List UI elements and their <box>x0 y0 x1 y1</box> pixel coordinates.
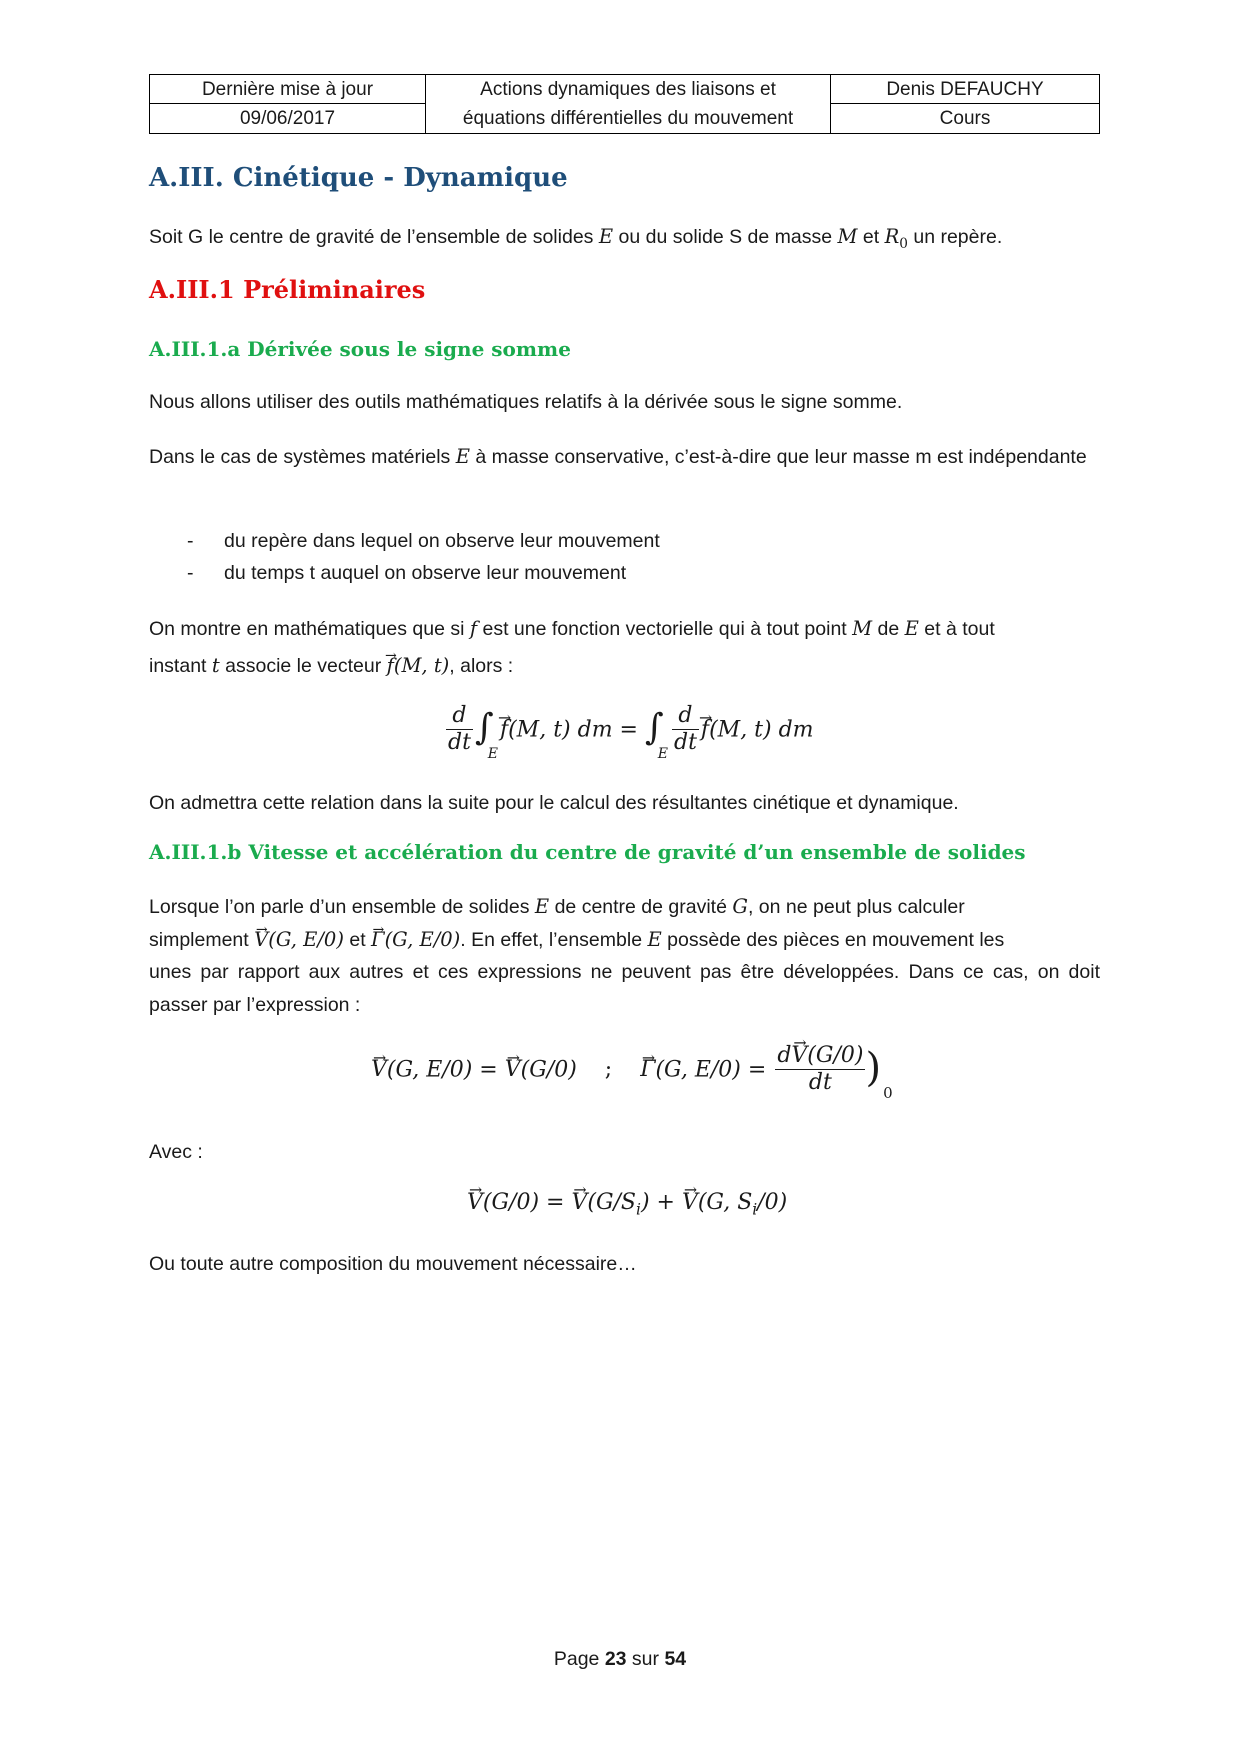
header-doc-title-line1: Actions dynamiques des liaisons et <box>480 78 776 100</box>
bullet-dash: - <box>187 562 194 584</box>
part-b-paragraph-line1: Lorsque l’on parle d’un ensemble de solides E de centre de gravité G, on ne peut plus calculer <box>149 895 965 918</box>
section-heading: A.III. Cinétique - Dynamique <box>149 163 568 193</box>
header-last-update-label: Dernière mise à jour <box>201 78 374 100</box>
part-b-paragraph-line4: passer par l’expression : <box>149 994 361 1016</box>
part-b-closing-paragraph: Ou toute autre composition du mouvement nécessaire… <box>149 1253 637 1275</box>
part-a-paragraph-1: Nous allons utiliser des outils mathématiques relatifs à la dérivée sous le signe somme. <box>149 391 903 413</box>
page-number: 23 <box>604 1648 627 1670</box>
section-intro: Soit G le centre de gravité de l’ensemble de solides E ou du solide S de masse M et $R_0$ un repère. <box>149 225 1003 252</box>
equation-velocity-composition: → V(G/0) = → $V(G/S_i)$ + → V(G, $S_i/0$) <box>467 1190 787 1218</box>
part-b-paragraph-line2: simplement → V(G, E/0) et → Γ(G, E/0). En effet, l’ensemble E possède des pièces en mouvement les <box>149 923 1100 957</box>
part-b-paragraph-line3: unes par rapport aux autres et ces expressions ne peuvent pas être développées. Dans ce cas, on doit <box>149 961 1100 983</box>
avec-label: Avec : <box>149 1141 203 1163</box>
header-author: Denis DEFAUCHY <box>886 78 1044 100</box>
part-a-paragraph-3: On montre en mathématiques que si f est une fonction vectorielle qui à tout point M de E et à tout <box>149 617 995 640</box>
page-total: 54 <box>664 1648 687 1670</box>
bullet-dash: - <box>187 530 194 552</box>
header-doc-title-line2: équations différentielles du mouvement <box>462 107 794 129</box>
bullet-item: du repère dans lequel on observe leur mouvement <box>224 530 660 552</box>
bullet-item: du temps t auquel on observe leur mouvement <box>224 562 627 584</box>
header-doc-type: Cours <box>939 107 991 129</box>
equation-velocity-acceleration: → V(G, E/0) = → V(G/0) ;→ Γ(G, E/0) = $\frac{d\to V(G/0)}{dt}$ )$_0$ <box>371 1043 893 1102</box>
subsection-heading: A.III.1 Préliminaires <box>149 275 426 304</box>
part-a-paragraph-2: Dans le cas de systèmes matériels E à masse conservative, c’est-à-dire que leur masse m est indépendante <box>149 445 1087 468</box>
header-table <box>149 74 1100 134</box>
page-footer: Page 23 sur 54 <box>553 1648 687 1670</box>
equation-derivative-integral: $\frac{d}{dt}$ $\int_E\to f(M$, t) dm = $\int_E$ $\frac{d}{dt}$ → f(M, t) dm <box>444 703 814 762</box>
part-a-paragraph-3-line2: instant t associe le vecteur → f(M, t), alors : <box>149 649 1100 683</box>
part-a-heading: A.III.1.a Dérivée sous le signe somme <box>149 337 571 361</box>
part-b-heading: A.III.1.b Vitesse et accélération du centre de gravité d’un ensemble de solides <box>149 840 1026 864</box>
header-date: 09/06/2017 <box>239 107 336 129</box>
part-a-paragraph-4: On admettra cette relation dans la suite pour le calcul des résultantes cinétique et dynamique. <box>149 792 959 814</box>
